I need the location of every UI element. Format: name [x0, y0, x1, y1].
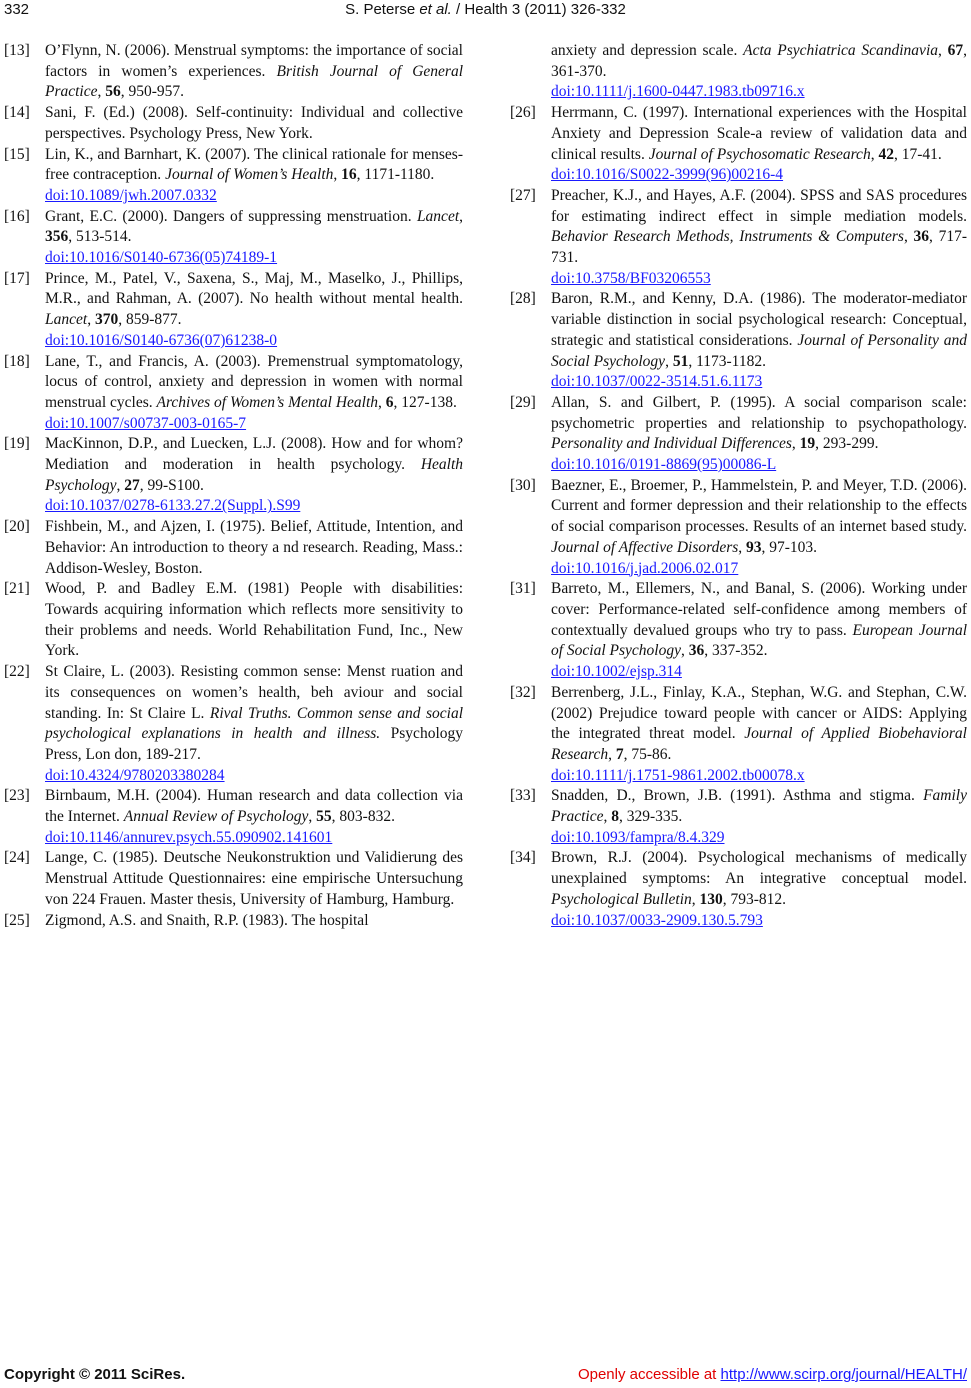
reference-text: Prince, M., Patel, V., Saxena, S., Maj, M., Maselko, J., Phillips, M.R., and Rahman, A. (2007). No health without mental health.: [45, 269, 463, 308]
reference-text: Herrmann, C. (1997). International experiences with the Hospital Anxiety and Depression Scale-a review of validation data and clinical results.: [551, 104, 967, 163]
reference-number: [23]: [4, 787, 30, 805]
reference-pages: , 1173-1182.: [688, 352, 766, 370]
reference-volume: 7: [615, 745, 624, 763]
reference-journal: Family Practice: [551, 787, 967, 826]
reference-number: [22]: [4, 663, 30, 681]
reference-journal: Health Psychology: [45, 456, 463, 494]
page-number: 332: [4, 1, 30, 18]
access-text: Openly accessible at: [577, 1366, 721, 1383]
reference-item: [510, 103, 967, 186]
doi-link[interactable]: doi:10.1007/s00737-003-0165-7: [45, 414, 247, 432]
reference-text: Wood, P. and Badley E.M. (1981) People with disabilities: Towards acquiring information which reflects more sensitivity to their problems and needs. World Rehabilitation Fund, Inc., New York.: [45, 580, 463, 660]
reference-text: Lange, C. (1985). Deutsche Neukonstruktion und Validierung des Menstrual Attitude Questionnaires: eine empirische Untersuchung von 224 Frauen. Master thesis, University of Hamburg, Hamburg.: [45, 849, 463, 908]
reference-pages: , 950-957.: [120, 83, 185, 101]
reference-text: Birnbaum, M.H. (2004). Human research and data collection via the Internet.: [45, 787, 463, 826]
reference-volume: 42: [878, 145, 894, 163]
reference-text: Allan, S. and Gilbert, P. (1995). A social comparison scale: psychometric properties and relationship to psychopathology.: [551, 393, 967, 432]
doi-link[interactable]: doi:10.1111/j.1751-9861.2002.tb00078.x: [551, 766, 805, 784]
doi-link[interactable]: doi:10.1016/S0022-3999(96)00216-4: [551, 166, 784, 184]
doi-link[interactable]: doi:10.1146/annurev.psych.55.090902.141601: [45, 828, 333, 846]
reference-separator: ,: [97, 83, 106, 101]
reference-journal: Behavior Research Methods, Instruments & Computers: [551, 228, 904, 246]
journal-url-link[interactable]: http://www.scirp.org/journal/HEALTH/: [720, 1366, 967, 1383]
reference-number: [34]: [510, 849, 536, 867]
reference-number: [14]: [4, 104, 30, 122]
left-column: [4, 41, 463, 931]
reference-separator: ,: [308, 808, 317, 826]
running-head: [0, 1, 971, 18]
reference-number: [31]: [510, 580, 536, 598]
reference-volume: 51: [672, 352, 689, 370]
reference-item: [4, 269, 463, 352]
reference-item: [4, 848, 463, 910]
reference-pages: , 859-877.: [118, 311, 182, 329]
reference-pages: , 293-299.: [815, 435, 879, 453]
reference-number: [19]: [4, 435, 30, 453]
reference-separator: ,: [378, 393, 386, 411]
reference-number: [28]: [510, 290, 536, 308]
reference-number: [17]: [4, 269, 30, 287]
reference-number: [32]: [510, 683, 536, 701]
reference-journal: Psychological Bulletin: [551, 890, 692, 908]
reference-volume: 36: [688, 642, 705, 660]
reference-journal: Journal of Women’s Health: [165, 166, 334, 184]
reference-volume: 6: [385, 393, 394, 411]
reference-pages: , 803-832.: [331, 808, 395, 826]
reference-pages: , 513-514.: [68, 228, 132, 246]
reference-separator: ,: [791, 435, 800, 453]
reference-separator: ,: [903, 228, 914, 246]
reference-number: [27]: [510, 186, 536, 204]
reference-separator: ,: [459, 207, 463, 225]
reference-journal: Rival Truths. Common sense and social psychological explanations in health and illness.: [45, 704, 463, 743]
reference-text: Snadden, D., Brown, J.B. (1991). Asthma and stigma.: [551, 787, 924, 805]
reference-journal: British Journal of General Practice: [45, 62, 463, 101]
reference-number: [21]: [4, 580, 30, 598]
doi-link[interactable]: doi:10.1089/jwh.2007.0332: [45, 186, 217, 204]
reference-text: Lin, K., and Barnhart, K. (2007). The clinical rationale for menses-free contraception.: [45, 145, 463, 184]
reference-item: [510, 186, 967, 290]
reference-pages: , 127-138.: [393, 393, 457, 411]
reference-pages: Psychology Press, Lon don, 189-217.: [45, 725, 463, 763]
reference-journal: Lancet: [45, 311, 88, 329]
reference-number: [13]: [4, 42, 30, 59]
reference-volume: 16: [341, 166, 357, 184]
reference-item: [4, 103, 463, 144]
doi-link[interactable]: doi:10.1037/0022-3514.51.6.1173: [551, 373, 763, 391]
reference-pages: , 75-86.: [623, 745, 672, 763]
reference-number: [26]: [510, 104, 536, 122]
reference-separator: ,: [116, 476, 125, 494]
reference-pages: , 99-S100.: [139, 476, 204, 494]
reference-item: [4, 352, 463, 435]
reference-text: Berrenberg, J.L., Finlay, K.A., Stephan, W.G. and Stephan, C.W. (2002) Prejudice toward people with cancer or AIDS: Applying the integrated threat model.: [551, 683, 967, 743]
reference-text: Brown, R.J. (2004). Psychological mechanisms of medically unexplained symptoms: An integrative conceptual model.: [551, 849, 967, 888]
reference-separator: ,: [333, 166, 342, 184]
reference-separator: ,: [681, 642, 689, 660]
reference-item: [4, 41, 463, 103]
reference-item: [510, 683, 967, 787]
doi-link[interactable]: doi:10.4324/9780203380284: [45, 766, 225, 784]
doi-link[interactable]: doi:10.3758/BF03206553: [551, 269, 711, 287]
reference-item: [510, 476, 967, 580]
reference-item: [4, 579, 463, 662]
reference-journal: Personality and Individual Differences: [551, 435, 792, 453]
doi-link[interactable]: doi:10.1016/0191-8869(95)00086-L: [551, 456, 777, 474]
reference-volume: 8: [611, 808, 620, 826]
reference-journal: Acta Psychiatrica Scandinavia: [743, 42, 938, 59]
running-head-authors: S. Peterse: [345, 1, 420, 18]
copyright: Copyright © 2011 SciRes.: [4, 1366, 186, 1383]
reference-pages: , 337-352.: [704, 642, 768, 660]
access-notice: [578, 1366, 967, 1383]
reference-number: [24]: [4, 849, 30, 867]
reference-text: Barreto, M., Ellemers, N., and Banal, S. (2006). Working under cover: Performance-related self-confidence among members of contextually devalued groups who try to pass.: [551, 580, 967, 639]
reference-pages: , 361-370.: [551, 42, 967, 80]
reference-number: [18]: [4, 352, 30, 370]
reference-text: O’Flynn, N. (2006). Menstrual symptoms: the importance of social factors in women’s experiences.: [45, 42, 463, 80]
reference-item: [510, 393, 967, 476]
reference-journal: Lancet: [416, 207, 460, 225]
reference-item: [4, 911, 463, 932]
doi-link[interactable]: doi:10.1016/S0140-6736(07)61238-0: [45, 331, 278, 349]
reference-item: [510, 289, 967, 393]
doi-link[interactable]: doi:10.1093/fampra/8.4.329: [551, 828, 725, 846]
doi-link[interactable]: doi:10.1002/ejsp.314: [551, 663, 682, 681]
reference-item: [4, 434, 463, 517]
reference-journal: Journal of Applied Biobehavioral Research: [551, 725, 967, 763]
reference-journal: Annual Review of Psychology: [123, 808, 309, 826]
reference-item: [510, 848, 967, 931]
reference-text: Baron, R.M., and Kenny, D.A. (1986). The moderator-mediator variable distinction in social psychological research: Conceptual, strategic and statistical considerations.: [551, 290, 967, 349]
reference-volume: 130: [699, 890, 723, 908]
reference-volume: 93: [746, 538, 762, 556]
reference-text: Baezner, E., Broemer, P., Hammelstein, P. and Meyer, T.D. (2006). Current and former depression and their relationship to the effects of social comparison processes. Results of an internet based study.: [551, 476, 967, 536]
reference-item: [4, 145, 463, 207]
doi-link[interactable]: doi:10.1016/S0140-6736(05)74189-1: [45, 249, 278, 267]
reference-number: [20]: [4, 518, 30, 536]
doi-link[interactable]: doi:10.1111/j.1600-0447.1983.tb09716.x: [551, 83, 805, 101]
reference-separator: ,: [665, 352, 673, 370]
reference-item: [4, 786, 463, 848]
reference-number: [25]: [4, 911, 30, 929]
reference-item: [4, 207, 463, 269]
doi-link[interactable]: doi:10.1037/0033-2909.130.5.793: [551, 911, 763, 929]
reference-journal: Archives of Women’s Mental Health: [156, 393, 379, 411]
reference-pages: , 17-41.: [893, 145, 942, 163]
reference-pages: , 1171-1180.: [356, 166, 435, 184]
doi-link[interactable]: doi:10.1016/j.jad.2006.02.017: [551, 559, 739, 577]
reference-separator: ,: [870, 145, 879, 163]
reference-text: anxiety and depression scale.: [551, 42, 744, 59]
reference-volume: 356: [45, 228, 69, 246]
doi-link[interactable]: doi:10.1037/0278-6133.27.2(Suppl.).S99: [45, 497, 301, 515]
reference-text: Sani, F. (Ed.) (2008). Self-continuity: Individual and collective perspectives. Psychology Press, New York.: [45, 104, 463, 142]
reference-pages: , 717-731.: [551, 228, 967, 267]
reference-volume: 27: [124, 476, 140, 494]
reference-separator: ,: [691, 890, 700, 908]
reference-pages: , 97-103.: [761, 538, 818, 556]
reference-text: Preacher, K.J., and Hayes, A.F. (2004). SPSS and SAS procedures for estimating indirect effect in simple mediation models.: [551, 186, 967, 225]
reference-volume: 36: [913, 228, 930, 246]
reference-separator: ,: [608, 745, 616, 763]
reference-text: Zigmond, A.S. and Snaith, R.P. (1983). The hospital: [45, 911, 369, 929]
reference-separator: ,: [738, 538, 747, 556]
reference-volume: 370: [94, 311, 119, 329]
reference-volume: 55: [316, 808, 332, 826]
reference-separator: ,: [87, 311, 95, 329]
reference-journal: Journal of Personality and Social Psychology: [551, 331, 967, 370]
reference-journal: Journal of Affective Disorders: [551, 538, 739, 556]
reference-number: [30]: [510, 476, 536, 494]
reference-journal: Journal of Psychosomatic Research: [648, 145, 871, 163]
reference-item: [510, 786, 967, 848]
reference-volume: 19: [799, 435, 816, 453]
reference-item: [510, 579, 967, 683]
reference-continuation: [510, 41, 967, 103]
reference-number: [29]: [510, 393, 536, 411]
reference-pages: , 793-812.: [722, 890, 787, 908]
reference-separator: [380, 725, 390, 742]
right-column: [510, 41, 967, 931]
running-head-etal: et al.: [419, 1, 452, 18]
reference-text: St Claire, L. (2003). Resisting common sense: Menst ruation and its consequences on women’s health, beh aviour and social standing. In: St Claire L.: [45, 663, 463, 722]
reference-text: Lane, T., and Francis, A. (2003). Premenstrual symptomatology, locus of control, anxiety and depression in women with normal menstrual cycles.: [45, 352, 463, 411]
reference-number: [33]: [510, 787, 536, 805]
running-head-journal: / Health 3 (2011) 326-332: [451, 1, 626, 18]
reference-volume: 67: [947, 42, 964, 59]
reference-number: [16]: [4, 207, 30, 225]
reference-text: Grant, E.C. (2000). Dangers of suppressing menstruation.: [45, 207, 417, 225]
reference-text: Fishbein, M., and Ajzen, I. (1975). Belief, Attitude, Intention, and Behavior: An introduction to theory a nd research. Reading, Mass.: Addison-Wesley, Boston.: [45, 518, 463, 577]
reference-journal: European Journal of Social Psychology: [551, 621, 967, 660]
reference-pages: , 329-335.: [619, 808, 683, 826]
reference-number: [15]: [4, 145, 30, 163]
reference-item: [4, 517, 463, 579]
reference-item: [4, 662, 463, 786]
reference-text: MacKinnon, D.P., and Luecken, L.J. (2008). How and for whom? Mediation and moderation in health psychology.: [45, 435, 463, 474]
reference-separator: ,: [603, 808, 612, 826]
reference-volume: 56: [105, 83, 121, 101]
reference-separator: ,: [938, 42, 948, 59]
